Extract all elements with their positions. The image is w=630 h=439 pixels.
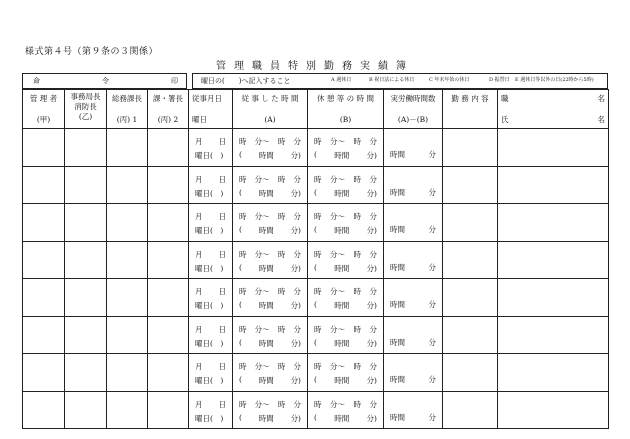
table-row [23, 279, 609, 317]
cell-jimukyoku[interactable] [65, 316, 107, 354]
legend-c: C 年末年始の休日 [429, 77, 470, 83]
hour-to-label: 時 [277, 399, 286, 409]
col-kanrisha-label: 管 理 者 [29, 94, 58, 103]
minute-from-label: 分～ [254, 137, 270, 146]
duration-hours: 時間 [334, 226, 350, 235]
hour-label: 時 [314, 324, 322, 334]
col-kachou-sub: (丙) 2 [157, 115, 179, 124]
paren-open: ( [239, 300, 242, 309]
col-actual [384, 90, 443, 129]
form-number: 様式第４号（第９条の３関係） [25, 47, 159, 57]
youbi-label: 曜日( ) [195, 376, 224, 385]
cell-actual[interactable] [384, 279, 443, 317]
cell-time[interactable] [233, 204, 308, 242]
day-label: 日 [218, 249, 226, 259]
actual-hours: 時間 [390, 262, 405, 272]
minute-from-label: 分～ [330, 137, 345, 146]
cell-kachou[interactable] [148, 204, 189, 242]
cell-soumu[interactable] [107, 166, 148, 204]
col-date-label: 従事月日 [192, 94, 222, 103]
cell-actual[interactable] [384, 316, 443, 354]
hour-label: 時 [239, 399, 247, 409]
cell-actual[interactable] [384, 354, 443, 392]
duration-minutes: 分) [290, 151, 301, 160]
duration-hours: 時間 [258, 338, 274, 348]
cell-rest[interactable] [308, 204, 384, 242]
duration-minutes: 分) [290, 413, 301, 423]
youbi-label: 曜日( ) [195, 188, 224, 198]
cell-jimukyoku[interactable] [65, 204, 107, 242]
duration-minutes: 分) [290, 263, 301, 273]
cell-kachou[interactable] [148, 316, 189, 354]
paren-open: ( [314, 187, 317, 197]
hour-to-label: 時 [277, 174, 286, 184]
col-rest [308, 90, 384, 129]
month-label: 月 [195, 137, 203, 146]
cell-soumu[interactable] [107, 129, 148, 167]
cell-kanrisha[interactable] [23, 316, 65, 354]
cell-actual[interactable] [384, 241, 443, 279]
duration-hours: 時間 [258, 263, 274, 273]
cell-date[interactable] [189, 129, 233, 167]
col-kachou [148, 90, 189, 129]
actual-hours: 時間 [390, 300, 405, 309]
hour-to-label: 時 [277, 212, 286, 221]
month-label: 月 [195, 287, 203, 296]
month-label: 月 [195, 212, 203, 221]
record-table [22, 89, 609, 429]
cell-content[interactable] [443, 354, 498, 392]
cell-rest[interactable] [308, 316, 384, 354]
cell-content[interactable] [443, 241, 498, 279]
legend-box [192, 73, 608, 89]
page-title: 管理職員特別勤務実績簿 [216, 61, 414, 72]
duration-hours: 時間 [258, 226, 274, 235]
cell-kanrisha[interactable] [23, 241, 65, 279]
col-shi: 氏 [501, 115, 509, 124]
cell-date[interactable] [189, 204, 233, 242]
hour-to-label: 時 [353, 399, 361, 409]
col-actual-label: 実労働時間数 [390, 94, 436, 103]
cell-jimukyoku[interactable] [65, 279, 107, 317]
cell-kachou[interactable] [148, 241, 189, 279]
col-soumu-sub: (丙) 1 [116, 115, 138, 124]
cell-actual[interactable] [384, 391, 443, 429]
duration-minutes: 分) [290, 376, 301, 385]
cell-kanrisha[interactable] [23, 354, 65, 392]
duration-minutes: 分) [290, 188, 301, 198]
hour-to-label: 時 [353, 362, 361, 371]
minute-to-label: 分 [369, 287, 377, 296]
minute-from-label: 分～ [254, 362, 270, 371]
cell-soumu[interactable] [107, 354, 148, 392]
cell-date[interactable] [189, 391, 233, 429]
cell-content[interactable] [443, 166, 498, 204]
cell-content[interactable] [443, 316, 498, 354]
col-jimukyoku-sub: (乙) [78, 112, 93, 121]
cell-kanrisha[interactable] [23, 129, 65, 167]
minute-from-label: 分～ [254, 399, 270, 409]
cell-rest[interactable] [308, 166, 384, 204]
paren-open: ( [239, 225, 242, 234]
col-date [189, 90, 233, 129]
duration-hours: 時間 [334, 376, 350, 385]
hour-label: 時 [239, 324, 247, 334]
cell-rest[interactable] [308, 241, 384, 279]
paren-open: ( [314, 412, 317, 422]
duration-hours: 時間 [258, 301, 274, 310]
hour-label: 時 [314, 362, 322, 371]
col-rest-sub: (B) [339, 115, 352, 124]
paren-open: ( [239, 150, 242, 159]
month-label: 月 [195, 362, 203, 371]
hour-label: 時 [239, 362, 247, 371]
duration-minutes: 分) [366, 188, 377, 198]
cell-content[interactable] [443, 204, 498, 242]
duration-minutes: 分) [366, 413, 377, 423]
duration-minutes: 分) [290, 338, 301, 348]
minute-to-label: 分 [293, 174, 301, 184]
cell-time[interactable] [233, 279, 308, 317]
minute-from-label: 分～ [254, 212, 270, 221]
hour-label: 時 [314, 249, 322, 259]
hour-label: 時 [239, 212, 247, 221]
actual-minutes: 分 [428, 150, 436, 159]
duration-minutes: 分) [366, 226, 377, 235]
cell-rest[interactable] [308, 279, 384, 317]
duration-hours: 時間 [258, 413, 274, 423]
duration-minutes: 分) [366, 151, 377, 160]
cell-soumu[interactable] [107, 316, 148, 354]
legend-b: B 祝日法による休日 [369, 77, 415, 83]
cell-time[interactable] [233, 391, 308, 429]
cell-jimukyoku[interactable] [65, 129, 107, 167]
paren-open: ( [314, 337, 317, 347]
day-label: 日 [218, 362, 226, 371]
minute-from-label: 分～ [330, 399, 345, 409]
minute-from-label: 分～ [330, 212, 345, 221]
day-label: 日 [218, 212, 226, 221]
col-rest-label: 休 憩 等 の 時 間 [317, 94, 374, 103]
cell-name[interactable] [498, 354, 609, 392]
col-kanrisha [23, 90, 65, 129]
cell-soumu[interactable] [107, 241, 148, 279]
cell-date[interactable] [189, 279, 233, 317]
col-actual-sub: (A)－(B) [397, 115, 429, 124]
month-label: 月 [195, 324, 203, 334]
paren-open: ( [239, 412, 242, 422]
actual-hours: 時間 [390, 187, 405, 197]
actual-hours: 時間 [390, 412, 405, 422]
duration-hours: 時間 [334, 151, 350, 160]
cell-actual[interactable] [384, 129, 443, 167]
actual-hours: 時間 [390, 375, 405, 384]
cell-time[interactable] [233, 241, 308, 279]
hour-to-label: 時 [277, 324, 286, 334]
cell-name[interactable] [498, 316, 609, 354]
duration-hours: 時間 [334, 263, 350, 273]
col-content [443, 90, 498, 129]
minute-from-label: 分～ [330, 249, 345, 259]
hour-to-label: 時 [353, 137, 361, 146]
paren-open: ( [314, 150, 317, 159]
actual-minutes: 分 [428, 300, 436, 309]
minute-to-label: 分 [369, 399, 377, 409]
youbi-label: 曜日( ) [195, 338, 224, 348]
cell-kachou[interactable] [148, 354, 189, 392]
col-soumu [107, 90, 148, 129]
cell-soumu[interactable] [107, 279, 148, 317]
table-row [23, 354, 609, 392]
col-kanrisha-sub: (甲) [36, 115, 51, 124]
cell-date[interactable] [189, 241, 233, 279]
cell-time[interactable] [233, 316, 308, 354]
minute-to-label: 分 [293, 362, 301, 371]
hour-label: 時 [239, 174, 247, 184]
duration-hours: 時間 [334, 413, 350, 423]
minute-to-label: 分 [369, 174, 377, 184]
actual-minutes: 分 [428, 225, 436, 234]
minute-to-label: 分 [293, 212, 301, 221]
hour-to-label: 時 [353, 174, 361, 184]
hour-label: 時 [314, 287, 322, 296]
duration-minutes: 分) [366, 301, 377, 310]
paren-open: ( [239, 375, 242, 384]
cell-jimukyoku[interactable] [65, 241, 107, 279]
minute-to-label: 分 [293, 324, 301, 334]
cell-jimukyoku[interactable] [65, 354, 107, 392]
paren-open: ( [239, 187, 242, 197]
actual-minutes: 分 [428, 262, 436, 272]
minute-to-label: 分 [369, 212, 377, 221]
table-row [23, 316, 609, 354]
minute-from-label: 分～ [330, 174, 345, 184]
actual-minutes: 分 [428, 375, 436, 384]
paren-open: ( [314, 225, 317, 234]
cell-kanrisha[interactable] [23, 204, 65, 242]
minute-to-label: 分 [369, 324, 377, 334]
col-name [498, 90, 609, 129]
cell-name[interactable] [498, 391, 609, 429]
hour-label: 時 [314, 212, 322, 221]
minute-to-label: 分 [369, 362, 377, 371]
cell-kanrisha[interactable] [23, 166, 65, 204]
col-time [233, 90, 308, 129]
col-jimukyoku [65, 90, 107, 129]
cell-time[interactable] [233, 354, 308, 392]
day-label: 日 [218, 399, 226, 409]
cell-date[interactable] [189, 166, 233, 204]
duration-minutes: 分) [366, 263, 377, 273]
cell-kanrisha[interactable] [23, 391, 65, 429]
col-mei: 名 [597, 94, 605, 103]
actual-hours: 時間 [390, 150, 405, 159]
paren-open: ( [314, 300, 317, 309]
youbi-label: 曜日( ) [195, 151, 224, 160]
day-label: 日 [218, 287, 226, 296]
day-label: 日 [218, 174, 226, 184]
duration-hours: 時間 [258, 376, 274, 385]
cell-rest[interactable] [308, 354, 384, 392]
duration-hours: 時間 [334, 338, 350, 348]
hour-label: 時 [239, 249, 247, 259]
cell-date[interactable] [189, 316, 233, 354]
mei-label: 命 [33, 77, 40, 85]
minute-to-label: 分 [369, 249, 377, 259]
hour-to-label: 時 [353, 212, 361, 221]
minute-to-label: 分 [369, 137, 377, 146]
col-time-label: 従 事 し た 時 間 [241, 94, 299, 103]
cell-kachou[interactable] [148, 129, 189, 167]
cell-actual[interactable] [384, 204, 443, 242]
hour-to-label: 時 [277, 362, 286, 371]
month-label: 月 [195, 249, 203, 259]
minute-to-label: 分 [293, 137, 301, 146]
cell-time[interactable] [233, 129, 308, 167]
youbi-note: 曜日の( )へ記入すること [201, 77, 291, 85]
table-row [23, 391, 609, 429]
month-label: 月 [195, 399, 203, 409]
actual-minutes: 分 [428, 337, 436, 347]
cell-jimukyoku[interactable] [65, 166, 107, 204]
minute-to-label: 分 [293, 287, 301, 296]
duration-minutes: 分) [366, 376, 377, 385]
cell-name[interactable] [498, 129, 609, 167]
hour-to-label: 時 [277, 137, 286, 146]
actual-minutes: 分 [428, 412, 436, 422]
duration-minutes: 分) [290, 301, 301, 310]
col-kachou-label: 課・署長 [153, 94, 183, 103]
legend-d: D 振替日 [489, 77, 510, 83]
paren-open: ( [239, 337, 242, 347]
duration-minutes: 分) [366, 338, 377, 348]
cell-kachou[interactable] [148, 391, 189, 429]
duration-hours: 時間 [258, 188, 274, 198]
hour-label: 時 [314, 399, 322, 409]
minute-from-label: 分～ [330, 324, 345, 334]
col-jimukyoku-label: 事務局長消防長 [70, 92, 101, 111]
cell-name[interactable] [498, 204, 609, 242]
youbi-label: 曜日( ) [195, 301, 224, 310]
minute-from-label: 分～ [254, 249, 270, 259]
cell-content[interactable] [443, 391, 498, 429]
actual-minutes: 分 [428, 187, 436, 197]
cell-content[interactable] [443, 279, 498, 317]
hour-label: 時 [314, 137, 322, 146]
cell-name[interactable] [498, 166, 609, 204]
approval-label-box [22, 73, 187, 89]
duration-hours: 時間 [334, 188, 350, 198]
hour-to-label: 時 [353, 287, 361, 296]
table-row [23, 129, 609, 167]
minute-to-label: 分 [293, 249, 301, 259]
col-soumu-label: 総務課長 [112, 94, 142, 103]
col-shoku: 職 [501, 94, 509, 103]
minute-from-label: 分～ [254, 174, 270, 184]
cell-rest[interactable] [308, 129, 384, 167]
actual-hours: 時間 [390, 225, 405, 234]
actual-hours: 時間 [390, 337, 405, 347]
month-label: 月 [195, 174, 203, 184]
paren-open: ( [314, 262, 317, 272]
table-row [23, 241, 609, 279]
duration-hours: 時間 [258, 151, 274, 160]
duration-minutes: 分) [290, 226, 301, 235]
hour-to-label: 時 [353, 324, 361, 334]
youbi-label: 曜日( ) [195, 413, 224, 423]
paren-open: ( [314, 375, 317, 384]
cell-kachou[interactable] [148, 279, 189, 317]
cell-date[interactable] [189, 354, 233, 392]
col-content-label: 勤 務 内 容 [451, 94, 489, 103]
record-rows [23, 129, 609, 429]
cell-name[interactable] [498, 241, 609, 279]
rei-label: 令 [102, 77, 109, 85]
hour-label: 時 [239, 287, 247, 296]
col-date-sub: 曜日 [192, 115, 207, 124]
cell-actual[interactable] [384, 166, 443, 204]
day-label: 日 [218, 324, 226, 334]
minute-from-label: 分～ [254, 324, 270, 334]
legend-a: A 週休日 [331, 77, 352, 83]
minute-from-label: 分～ [330, 287, 345, 296]
cell-jimukyoku[interactable] [65, 391, 107, 429]
youbi-label: 曜日( ) [195, 226, 224, 235]
duration-hours: 時間 [334, 301, 350, 310]
hour-label: 時 [239, 137, 247, 146]
cell-time[interactable] [233, 166, 308, 204]
day-label: 日 [218, 137, 226, 146]
cell-content[interactable] [443, 129, 498, 167]
hour-to-label: 時 [277, 287, 286, 296]
minute-from-label: 分～ [330, 362, 345, 371]
hour-label: 時 [314, 174, 322, 184]
paren-open: ( [239, 262, 242, 272]
cell-name[interactable] [498, 279, 609, 317]
minute-to-label: 分 [293, 399, 301, 409]
legend-e: E 週休日等以外の日(22時から5時) [515, 77, 594, 83]
hour-to-label: 時 [277, 249, 286, 259]
col-time-sub: (A) [264, 115, 276, 124]
cell-rest[interactable] [308, 391, 384, 429]
in-label: 印 [171, 77, 178, 85]
hour-to-label: 時 [353, 249, 361, 259]
header-row [23, 90, 609, 129]
youbi-label: 曜日( ) [195, 263, 224, 273]
table-row [23, 166, 609, 204]
cell-kachou[interactable] [148, 166, 189, 204]
cell-kanrisha[interactable] [23, 279, 65, 317]
col-mei2: 名 [597, 115, 605, 124]
cell-soumu[interactable] [107, 391, 148, 429]
cell-soumu[interactable] [107, 204, 148, 242]
table-row [23, 204, 609, 242]
minute-from-label: 分～ [254, 287, 270, 296]
